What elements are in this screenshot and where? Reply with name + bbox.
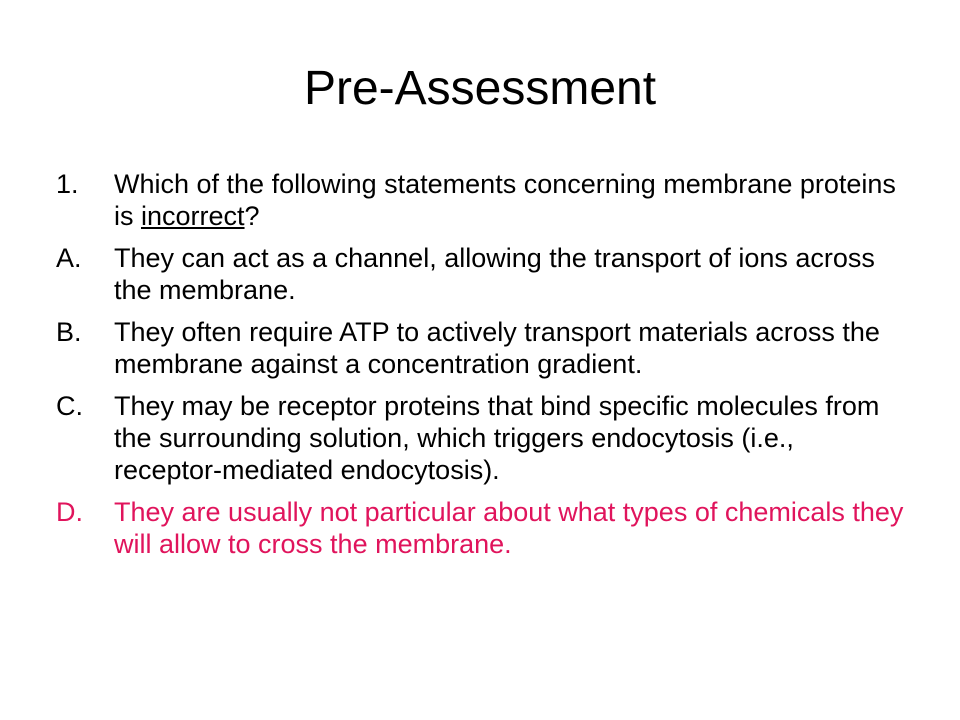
option-d-correct-answer — [56, 496, 908, 560]
question-text-end: ? — [244, 201, 260, 231]
question-number: 1. — [56, 169, 79, 199]
option-c — [56, 390, 908, 486]
option-a — [56, 242, 908, 306]
slide-title: Pre-Assessment — [303, 62, 657, 115]
option-b-marker: B. — [56, 317, 82, 347]
option-c-text: They may be receptor proteins that bind specific molecules from the surrounding solution, which triggers endocytosis (i.e., receptor-mediated endocytosis). — [114, 391, 880, 485]
question-item — [56, 168, 908, 232]
question-list — [56, 168, 908, 570]
question-keyword-underlined: incorrect — [141, 201, 245, 231]
option-c-marker: C. — [56, 391, 83, 421]
option-b-text: They often require ATP to actively transport materials across the membrane against a concentration gradient. — [114, 317, 880, 379]
option-b — [56, 316, 908, 380]
question-text-start: Which of the following statements concerning membrane proteins is — [114, 169, 896, 231]
question-text — [114, 169, 896, 231]
option-d-text: They are usually not particular about what types of chemicals they will allow to cross the membrane. — [114, 497, 904, 559]
option-d-marker: D. — [56, 497, 83, 527]
option-a-text: They can act as a channel, allowing the transport of ions across the membrane. — [114, 243, 875, 305]
option-a-marker: A. — [56, 243, 82, 273]
